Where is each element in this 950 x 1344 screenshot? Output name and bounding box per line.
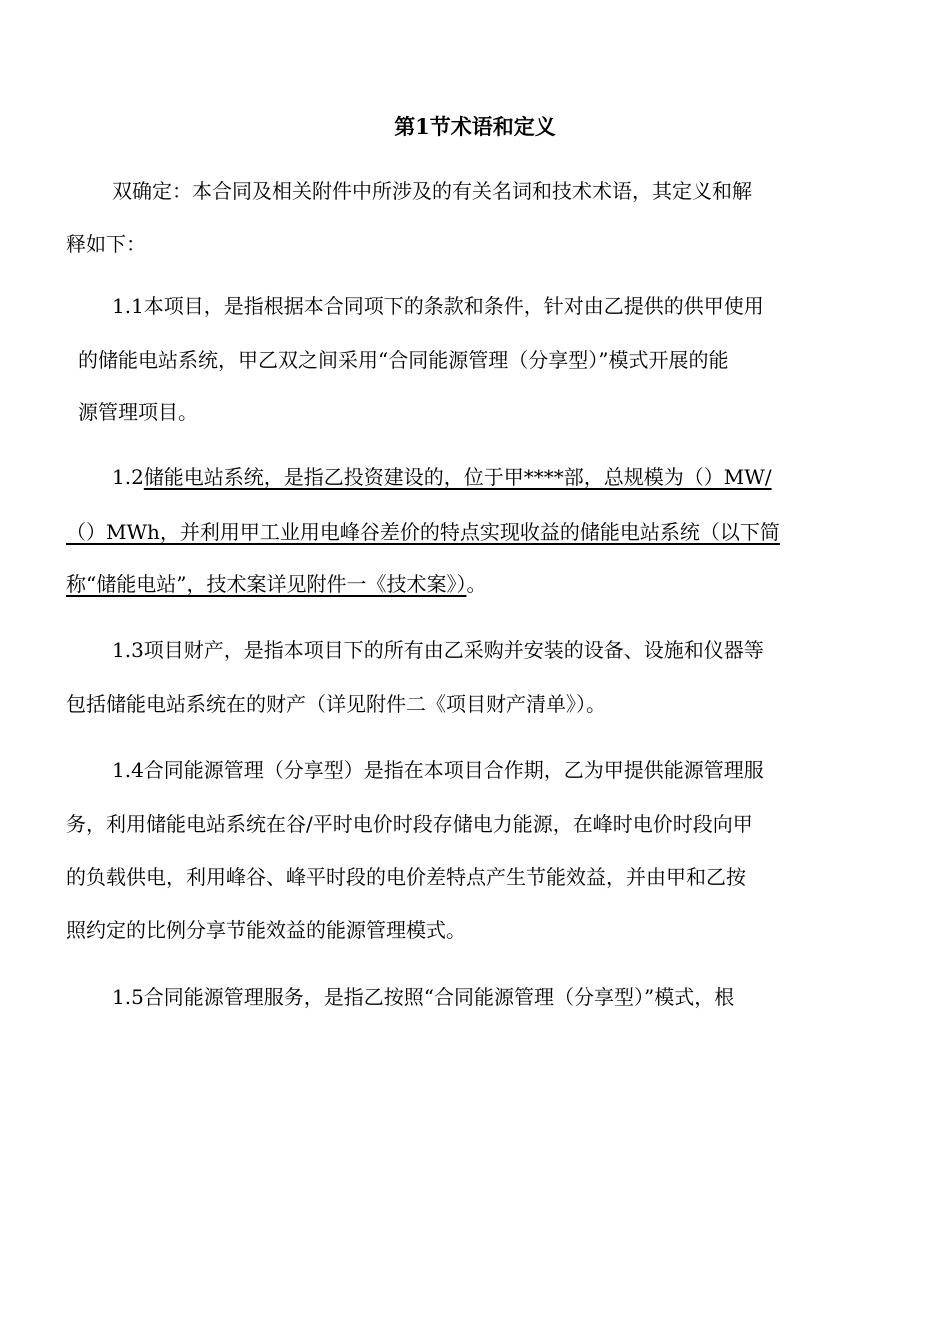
section-title: 第1节术语和定义	[394, 114, 556, 139]
clause-1-2-line-1	[112, 463, 772, 491]
clause-1-3-line-2: 包括储能电站系统在的财产（详见附件二《项目财产清单》）。	[66, 692, 606, 716]
clause-1-2-number: 1.2	[112, 465, 144, 489]
clause-1-5-line-1: 1.5合同能源管理服务，是指乙按照“合同能源管理（分享型）”模式，根	[112, 985, 735, 1009]
clause-1-4-line-1: 1.4合同能源管理（分享型）是指在本项目合作期，乙为甲提供能源管理服	[112, 758, 764, 782]
intro-line-2: 释如下：	[66, 232, 146, 256]
clause-1-2-line-3	[66, 570, 486, 598]
clause-1-2-underlined-text-3: 称“储能电站”，技术案详见附件一《技术案》）	[66, 572, 467, 596]
clause-1-4-line-4: 照约定的比例分享节能效益的能源管理模式。	[66, 918, 466, 942]
clause-1-1-line-2: 的储能电站系统，甲乙双之间采用“合同能源管理（分享型）”模式开展的能	[78, 348, 729, 372]
clause-1-1-line-3: 源管理项目。	[78, 400, 198, 424]
clause-1-2-underlined-text-1: 储能电站系统，是指乙投资建设的，位于甲****部，总规模为（）MW/	[143, 465, 772, 489]
clause-1-3-line-1: 1.3项目财产，是指本项目下的所有由乙采购并安装的设备、设施和仪器等	[112, 638, 764, 662]
clause-1-1-line-1: 1.1本项目，是指根据本合同项下的条款和条件，针对由乙提供的供甲使用	[112, 294, 764, 318]
clause-1-2-tail: 。	[466, 572, 487, 596]
clause-1-4-line-3: 的负载供电，利用峰谷、峰平时段的电价差特点产生节能效益，并由甲和乙按	[66, 865, 746, 889]
intro-line-1: 双确定：本合同及相关附件中所涉及的有关名词和技术术语，其定义和解	[112, 179, 752, 203]
clause-1-2-underlined-text-2: （）MWh，并利用甲工业用电峰谷差价的特点实现收益的储能电站系统（以下简	[66, 520, 780, 544]
clause-1-4-line-2: 务，利用储能电站系统在谷/平时电价时段存储电力能源，在峰时电价时段向甲	[66, 812, 753, 836]
